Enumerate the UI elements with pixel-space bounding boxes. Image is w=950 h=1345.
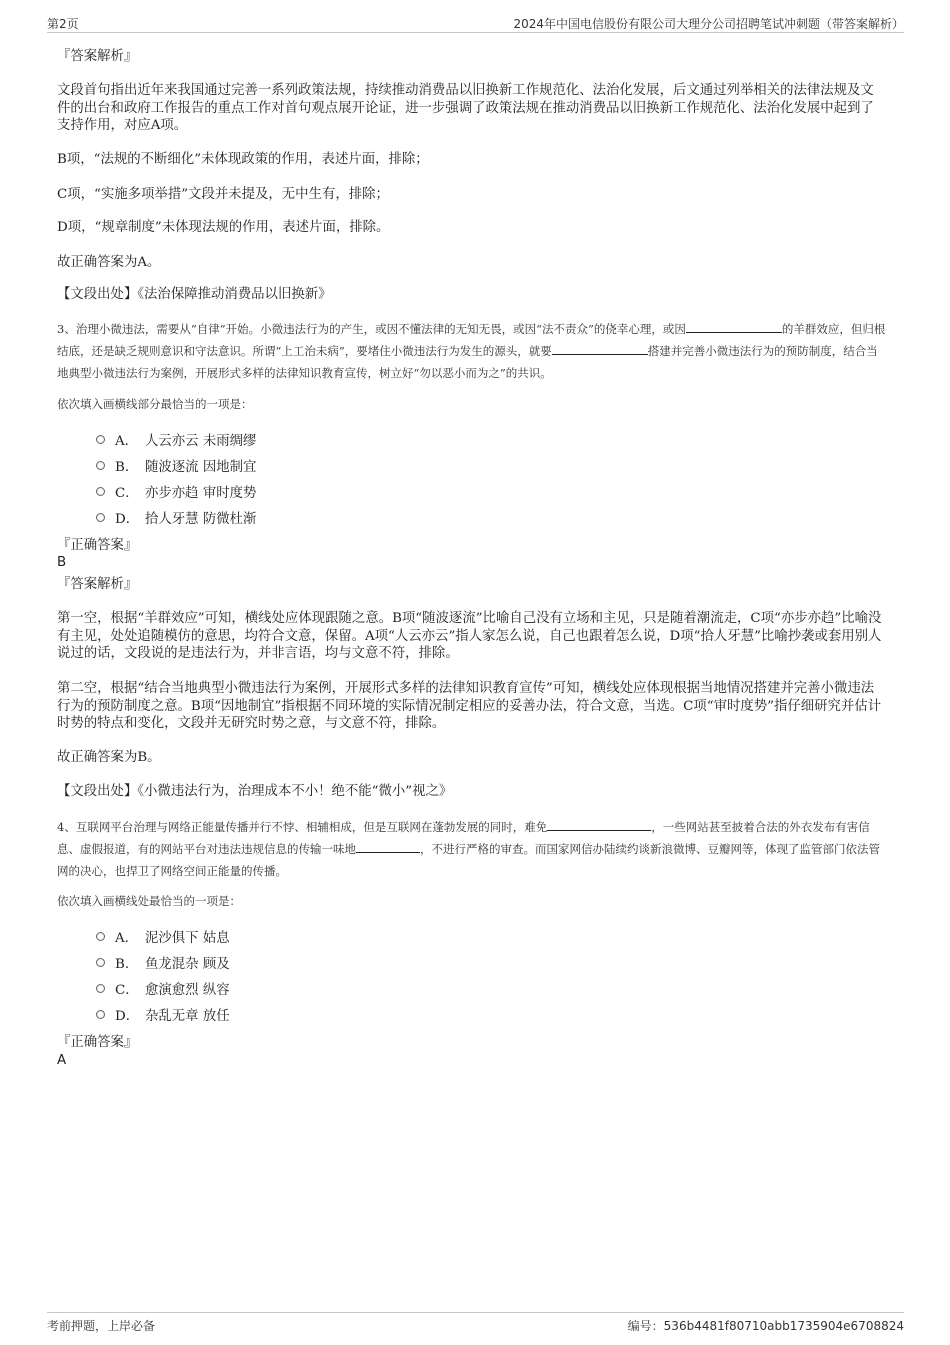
q4-blank-2: [356, 839, 420, 853]
q2-source: 【文段出处】《法治保障推动消费品以旧换新》: [57, 287, 332, 302]
q3-answer: B: [57, 555, 67, 570]
q4-option-d[interactable]: D． 杂乱无章 放任: [96, 1004, 230, 1024]
q3-prompt: 依次填入画横线部分最恰当的一项是：: [57, 397, 253, 411]
q3-question-text: 3、治理小微违法，需要从“自律”开始。小微违法行为的产生，或因不懂法律的无知无畏，或因“法不责众”的侥幸心理，或因 的羊群效应，但归根结底，还是缺乏规则意识和守法意识。所谓“上工治未病”，要堵住小微违法行为发生的源头，就要 搭建并完善小微违法行为的预防制度，结合当地典型小微违法行为案例，开展形式多样的法律知识教育宣传，树立好“勿以恶小而为之”的共识。: [57, 318, 887, 384]
q4-option-a[interactable]: A． 泥沙俱下 姑息: [96, 926, 230, 946]
q3-analysis-p2: 第二空，根据“结合当地典型小微违法行为案例，开展形式多样的法律知识教育宣传”可知，横线处应体现根据当地情况搭建并完善小微违法行为的预防制度之意。B项“因地制宜”指根据不同环境的实际情况制定相应的妥善办法，符合文意，当选。C项“审时度势”指仔细研究并估计时势的特点和变化，文段并无研究时势之意，与文意不符，排除。: [57, 681, 882, 731]
q4-blank-1: [547, 817, 651, 831]
q3-answer-label: 『正确答案』: [57, 538, 138, 553]
radio-icon[interactable]: [96, 958, 105, 967]
q3-blank-2: [552, 341, 648, 355]
q4-option-b[interactable]: B． 鱼龙混杂 顾及: [96, 952, 230, 972]
radio-icon[interactable]: [96, 932, 105, 941]
radio-icon[interactable]: [96, 1010, 105, 1019]
document-id: 编号：536b4481f80710abb1735904e6708824: [627, 1319, 904, 1333]
q3-option-c[interactable]: C． 亦步亦趋 审时度势: [96, 481, 256, 501]
q3-option-b[interactable]: B． 随波逐流 因地制宜: [96, 455, 256, 475]
q4-question-text: 4、互联网平台治理与网络正能量传播并行不悖、相辅相成，但是互联网在蓬勃发展的同时，难免 ，一些网站甚至披着合法的外衣发布有害信息、虚假报道，有的网站平台对违法违规信息的传输一味地 ，不进行严格的审查。而国家网信办陆续约谈新浪微博、豆瓣网等，体现了监管部门依法管网的决心，也捍卫了网络空间正能量的传播。: [57, 816, 887, 882]
radio-icon[interactable]: [96, 461, 105, 470]
q2-analysis-p1: 文段首句指出近年来我国通过完善一系列政策法规，持续推动消费品以旧换新工作规范化、法治化发展，后文通过列举相关的法律法规及文件的出台和政府工作报告的重点工作对首句观点展开论证，进一步强调了政策法规在推动消费品以旧换新工作规范化、法治化发展中起到了支持作用，对应A项。: [57, 83, 874, 133]
footer-slogan: 考前押题，上岸必备: [47, 1319, 156, 1333]
radio-icon[interactable]: [96, 513, 105, 522]
q3-option-d[interactable]: D． 拾人牙慧 防微杜渐: [96, 507, 256, 527]
q4-answer-label: 『正确答案』: [57, 1035, 138, 1050]
page-footer: [47, 1312, 904, 1335]
document-title: 2024年中国电信股份有限公司大理分公司招聘笔试冲刺题（带答案解析）: [513, 17, 904, 31]
q2-analysis-label: 『答案解析』: [57, 49, 138, 64]
q2-analysis-option-d: D项，“规章制度”未体现法规的作用，表述片面，排除。: [57, 220, 390, 235]
q2-conclusion: 故正确答案为A。: [57, 255, 161, 270]
q3-analysis-p1: 第一空，根据“羊群效应”可知，横线处应体现跟随之意。B项“随波逐流”比喻自己没有立场和主见，只是随着潮流走，C项“亦步亦趋”比喻没有主见，处处追随模仿的意思，均符合文意，保留。A项“人云亦云”指人家怎么说，自己也跟着怎么说，D项“拾人牙慧”比喻抄袭或套用别人说过的话，文段说的是违法行为，并非言语，均与文意不符，排除。: [57, 611, 882, 661]
q3-conclusion: 故正确答案为B。: [57, 750, 161, 765]
q4-prompt: 依次填入画横线处最恰当的一项是：: [57, 894, 241, 908]
page-number: 第2页: [47, 17, 79, 31]
radio-icon[interactable]: [96, 984, 105, 993]
q3-blank-1: [686, 319, 782, 333]
q3-analysis-label: 『答案解析』: [57, 577, 138, 592]
radio-icon[interactable]: [96, 487, 105, 496]
q3-option-a[interactable]: A． 人云亦云 未雨绸缪: [96, 429, 256, 449]
radio-icon[interactable]: [96, 435, 105, 444]
page-header: [47, 12, 904, 33]
q4-option-c[interactable]: C． 愈演愈烈 纵容: [96, 978, 230, 998]
q3-source: 【文段出处】《小微违法行为，治理成本不小！绝不能“微小”视之》: [57, 784, 453, 799]
q2-analysis-option-c: C项，“实施多项举措”文段并未提及，无中生有，排除；: [57, 187, 389, 202]
q2-analysis-option-b: B项，“法规的不断细化”未体现政策的作用，表述片面，排除；: [57, 152, 429, 167]
q4-answer: A: [57, 1053, 67, 1068]
